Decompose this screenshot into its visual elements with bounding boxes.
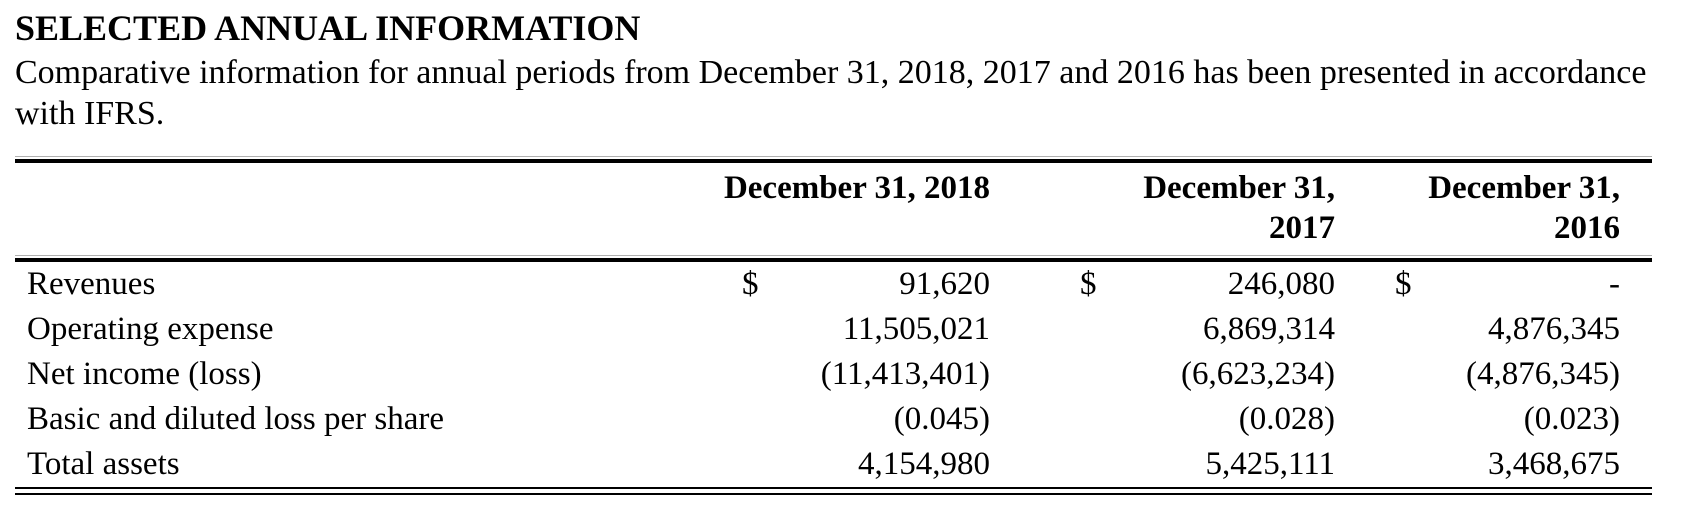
- row-label: Basic and diluted loss per share: [27, 401, 444, 437]
- cell-value: (0.023): [1523, 401, 1620, 437]
- cell-opex-2016: [1367, 307, 1652, 352]
- cell-value: (4,876,345): [1466, 356, 1620, 392]
- section-title: SELECTED ANNUAL INFORMATION: [15, 8, 641, 48]
- column-header-line: 2017: [1269, 210, 1335, 246]
- cell-value: -: [1609, 266, 1620, 302]
- cell-value: 246,080: [1227, 266, 1335, 302]
- cell-value: 3,468,675: [1488, 446, 1620, 482]
- dollar-sign: $: [742, 266, 759, 302]
- cell-revenues-2017: [1022, 262, 1367, 307]
- cell-lps-2016: [1367, 397, 1652, 442]
- column-header-empty: [15, 163, 537, 255]
- table-row-total-assets: [15, 442, 1652, 487]
- cell-lps-2017: [1022, 397, 1367, 442]
- cell-opex-2018: [537, 307, 1022, 352]
- cell-value: 11,505,021: [842, 311, 990, 347]
- cell-value: 4,876,345: [1488, 311, 1620, 347]
- cell-assets-2016: [1367, 442, 1652, 487]
- column-header-2018: [537, 163, 1022, 255]
- cell-value: 5,425,111: [1205, 446, 1335, 482]
- table-row-revenues: [15, 262, 1652, 307]
- column-header-2017: [1022, 163, 1367, 255]
- row-label: Revenues: [27, 266, 156, 302]
- cell-value: (0.045): [893, 401, 990, 437]
- dollar-sign: $: [1080, 266, 1097, 302]
- cell-value: 91,620: [899, 266, 990, 302]
- table-row-net-income: [15, 352, 1652, 397]
- table-header-rule: [15, 255, 1652, 262]
- annual-information-table: [15, 156, 1652, 495]
- row-label: Operating expense: [27, 311, 274, 347]
- cell-assets-2018: [537, 442, 1022, 487]
- cell-value: (6,623,234): [1181, 356, 1335, 392]
- cell-opex-2017: [1022, 307, 1367, 352]
- cell-lps-2018: [537, 397, 1022, 442]
- intro-paragraph: Comparative information for annual periods from December 31, 2018, 2017 and 2016 has been presented in accordance with IFRS.: [15, 54, 1647, 132]
- cell-assets-2017: [1022, 442, 1367, 487]
- column-header-2016: [1367, 163, 1652, 255]
- column-header-line: December 31,: [1428, 170, 1620, 206]
- cell-value: (0.028): [1238, 401, 1335, 437]
- cell-netincome-2017: [1022, 352, 1367, 397]
- row-label: Net income (loss): [27, 356, 262, 392]
- cell-value: 6,869,314: [1203, 311, 1335, 347]
- cell-netincome-2016: [1367, 352, 1652, 397]
- table-bottom-rule: [15, 487, 1652, 495]
- cell-value: (11,413,401): [820, 356, 990, 392]
- cell-netincome-2018: [537, 352, 1022, 397]
- column-header-line: December 31,: [1143, 170, 1335, 206]
- cell-revenues-2018: [537, 262, 1022, 307]
- table-row-operating-expense: [15, 307, 1652, 352]
- column-header-line: 2016: [1554, 210, 1620, 246]
- table-header-row: [15, 163, 1652, 255]
- table-top-rule: [15, 156, 1652, 163]
- cell-revenues-2016: [1367, 262, 1652, 307]
- row-label: Total assets: [27, 446, 180, 482]
- cell-value: 4,154,980: [858, 446, 990, 482]
- table-row-loss-per-share: [15, 397, 1652, 442]
- column-header-line: December 31, 2018: [723, 170, 990, 206]
- dollar-sign: $: [1395, 266, 1412, 302]
